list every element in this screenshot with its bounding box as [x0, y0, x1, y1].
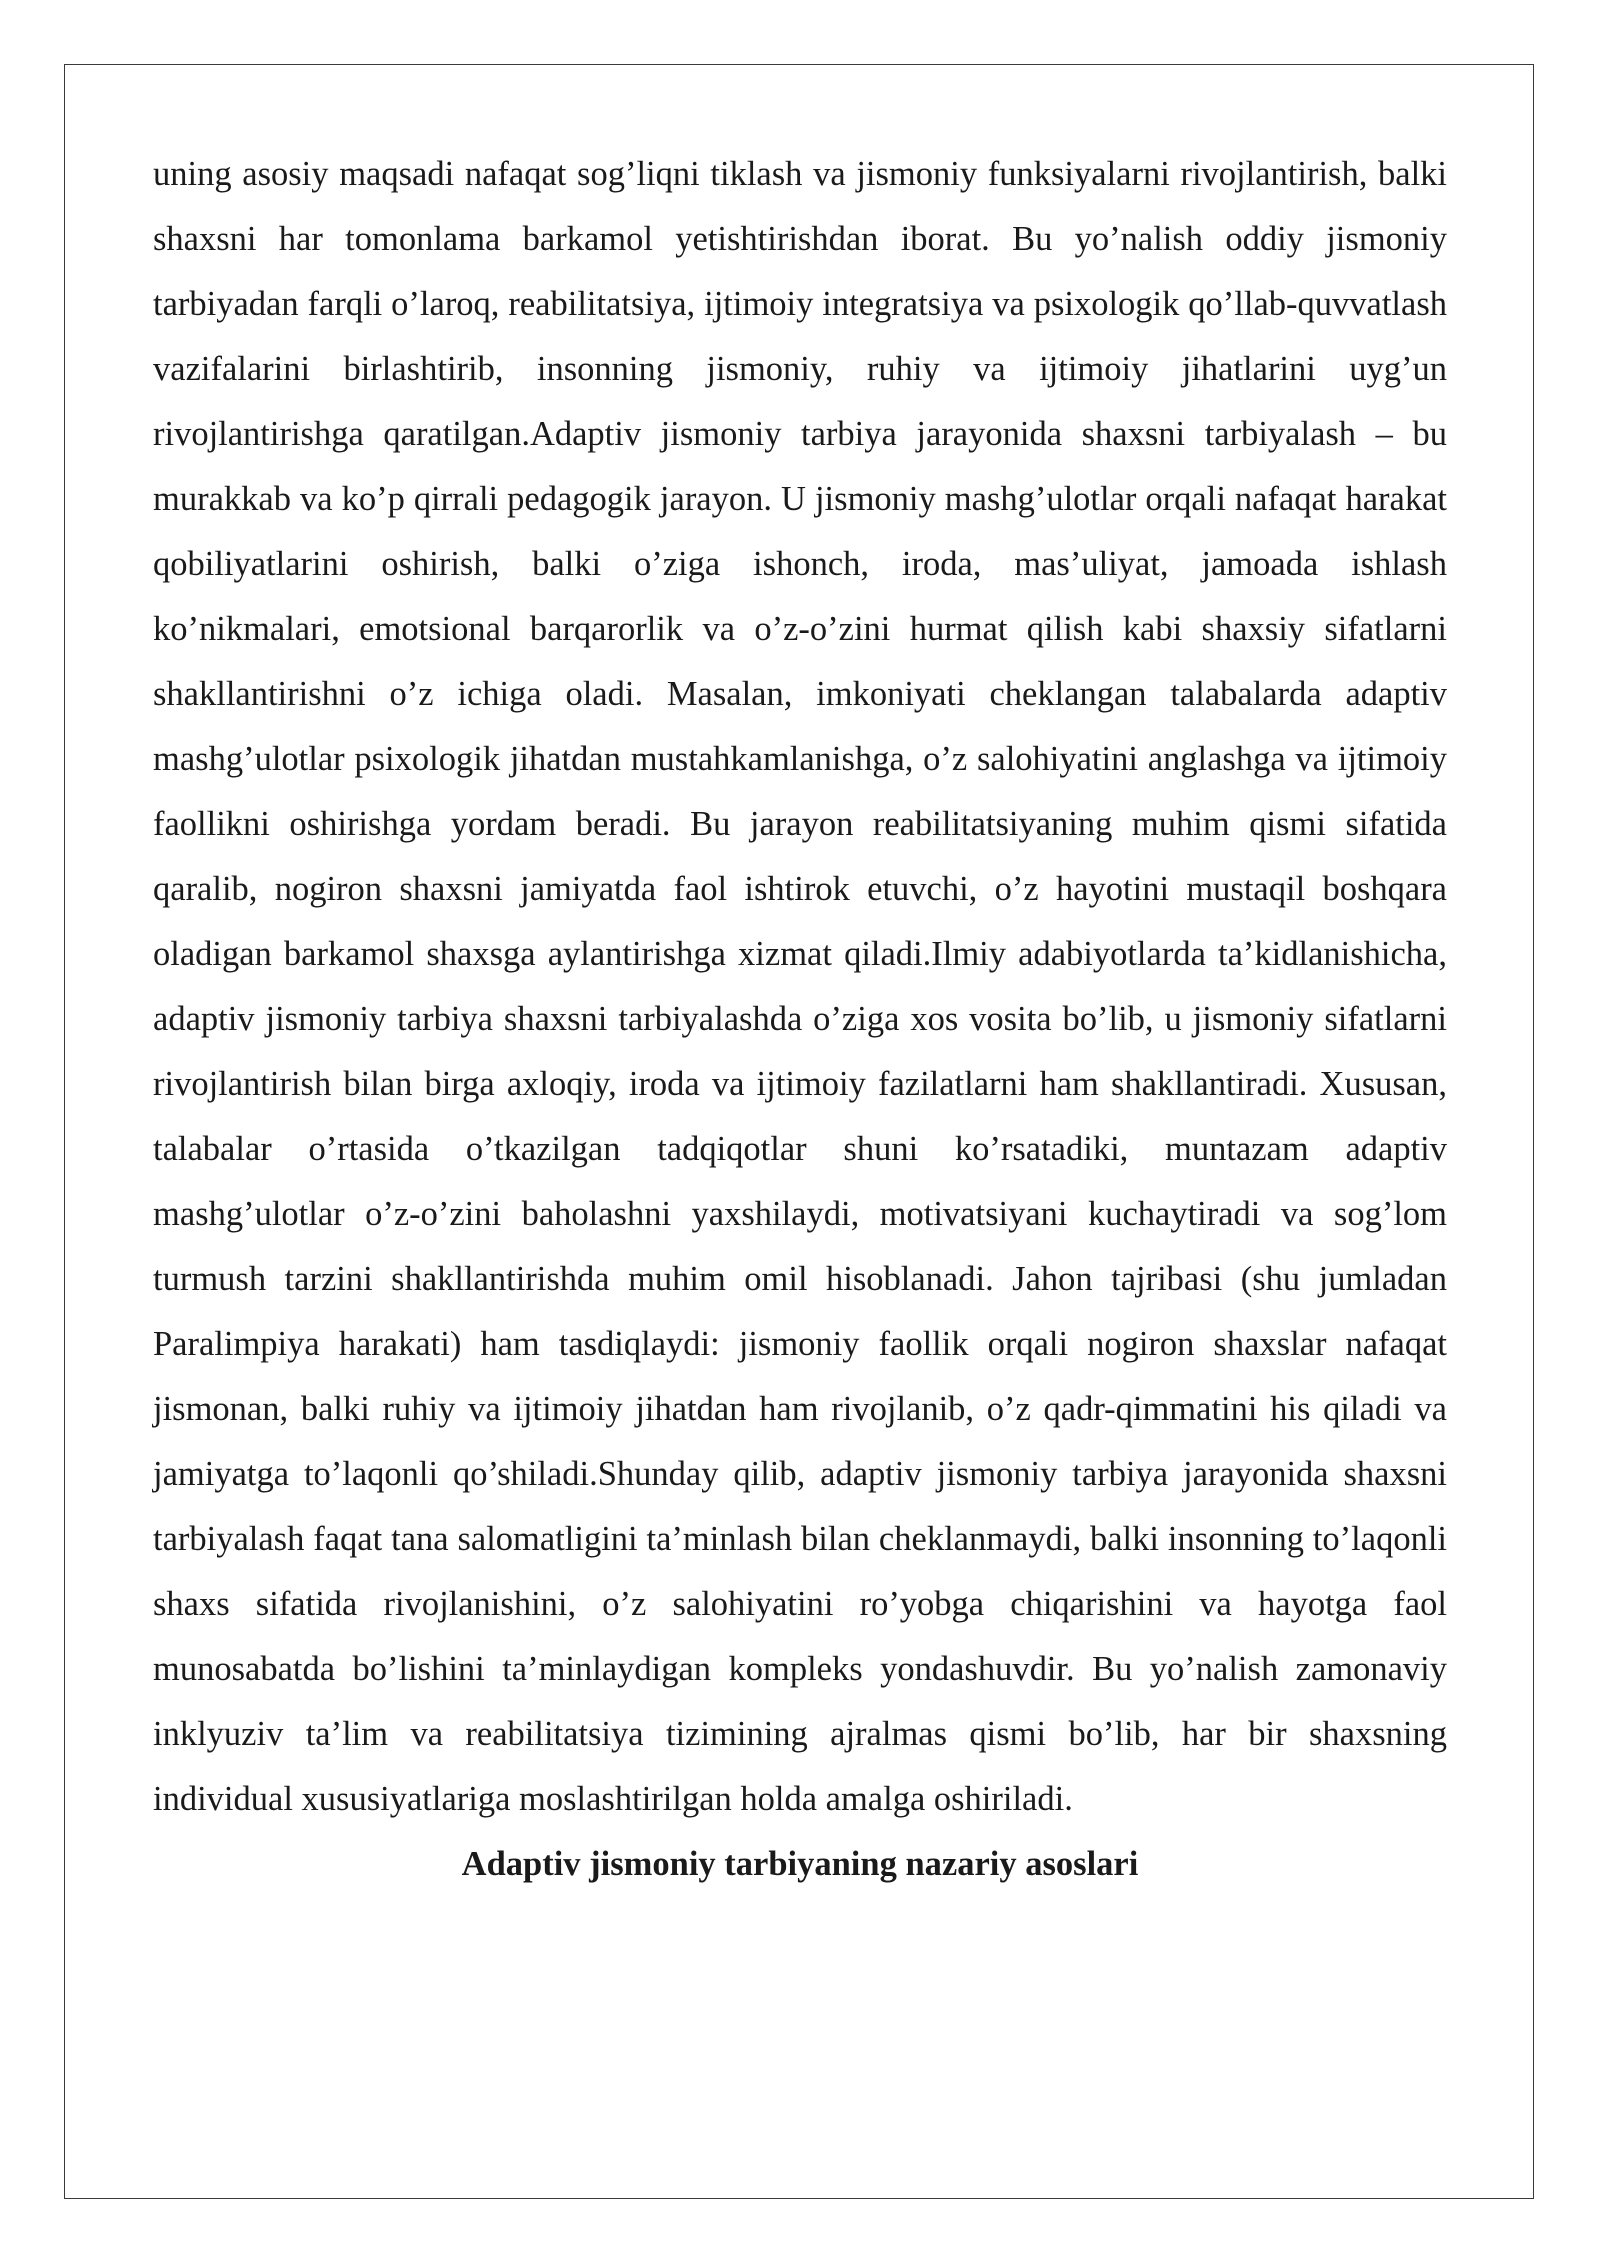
body-paragraph: uning asosiy maqsadi nafaqat sog’liqni tiklash va jismoniy funksiyalarni rivojlantirish, balki shaxsni har tomonlama barkamol yetishtirishdan iborat. Bu yo’nalish oddiy jismoniy tarbiyadan farqli o’laroq, reabilitatsiya, ijtimoiy integratsiya va psixologik qo’llab-quvvatlash vazifalarini birlashtirib, insonning jismoniy, ruhiy va ijtimoiy jihatlarini uyg’un rivojlantirishga qaratilgan.Adaptiv jismoniy tarbiya jarayonida shaxsni tarbiyalash – bu murakkab va ko’p qirrali pedagogik jarayon. U jismoniy mashg’ulotlar orqali nafaqat harakat qobiliyatlarini oshirish, balki o’ziga ishonch, iroda, mas’uliyat, jamoada ishlash ko’nikmalari, emotsional barqarorlik va o’z-o’zini hurmat qilish kabi shaxsiy sifatlarni shakllantirishni o’z ichiga oladi. Masalan, imkoniyati cheklangan talabalarda adaptiv mashg’ulotlar psixologik jihatdan mustahkamlanishga, o’z salohiyatini anglashga va ijtimoiy faollikni oshirishga yordam beradi. Bu jarayon reabilitatsiyaning muhim qismi sifatida qaralib, nogiron shaxsni jamiyatda faol ishtirok etuvchi, o’z hayotini mustaqil boshqara oladigan barkamol shaxsga aylantirishga xizmat qiladi.Ilmiy adabiyotlarda ta’kidlanishicha, adaptiv jismoniy tarbiya shaxsni tarbiyalashda o’ziga xos vosita bo’lib, u jismoniy sifatlarni rivojlantirish bilan birga axloqiy, iroda va ijtimoiy fazilatlarni ham shakllantiradi. Xususan, talabalar o’rtasida o’tkazilgan tadqiqotlar shuni ko’rsatadiki, muntazam adaptiv mashg’ulotlar o’z-o’zini baholashni yaxshilaydi, motivatsiyani kuchaytiradi va sog’lom turmush tarzini shakllantirishda muhim omil hisoblanadi. Jahon tajribasi (shu jumladan Paralimpiya harakati) ham tasdiqlaydi: jismoniy faollik orqali nogiron shaxslar nafaqat jismonan, balki ruhiy va ijtimoiy jihatdan ham rivojlanib, o’z qadr-qimmatini his qiladi va jamiyatga to’laqonli qo’shiladi.Shunday qilib, adaptiv jismoniy tarbiya jarayonida shaxsni tarbiyalash faqat tana salomatligini ta’minlash bilan cheklanmaydi, balki insonning to’laqonli shaxs sifatida rivojlanishini, o’z salohiyatini ro’yobga chiqarishini va hayotga faol munosabatda bo’lishini ta’minlaydigan kompleks yondashuvdir. Bu yo’nalish zamonaviy inklyuziv ta’lim va reabilitatsiya tizimining ajralmas qismi bo’lib, har bir shaxsning individual xususiyatlariga moslashtirilgan holda amalga oshiriladi.	[153, 155, 1447, 1818]
section-heading: Adaptiv jismoniy tarbiyaning nazariy asoslari	[461, 1845, 1139, 1883]
document-content	[153, 142, 1447, 1897]
